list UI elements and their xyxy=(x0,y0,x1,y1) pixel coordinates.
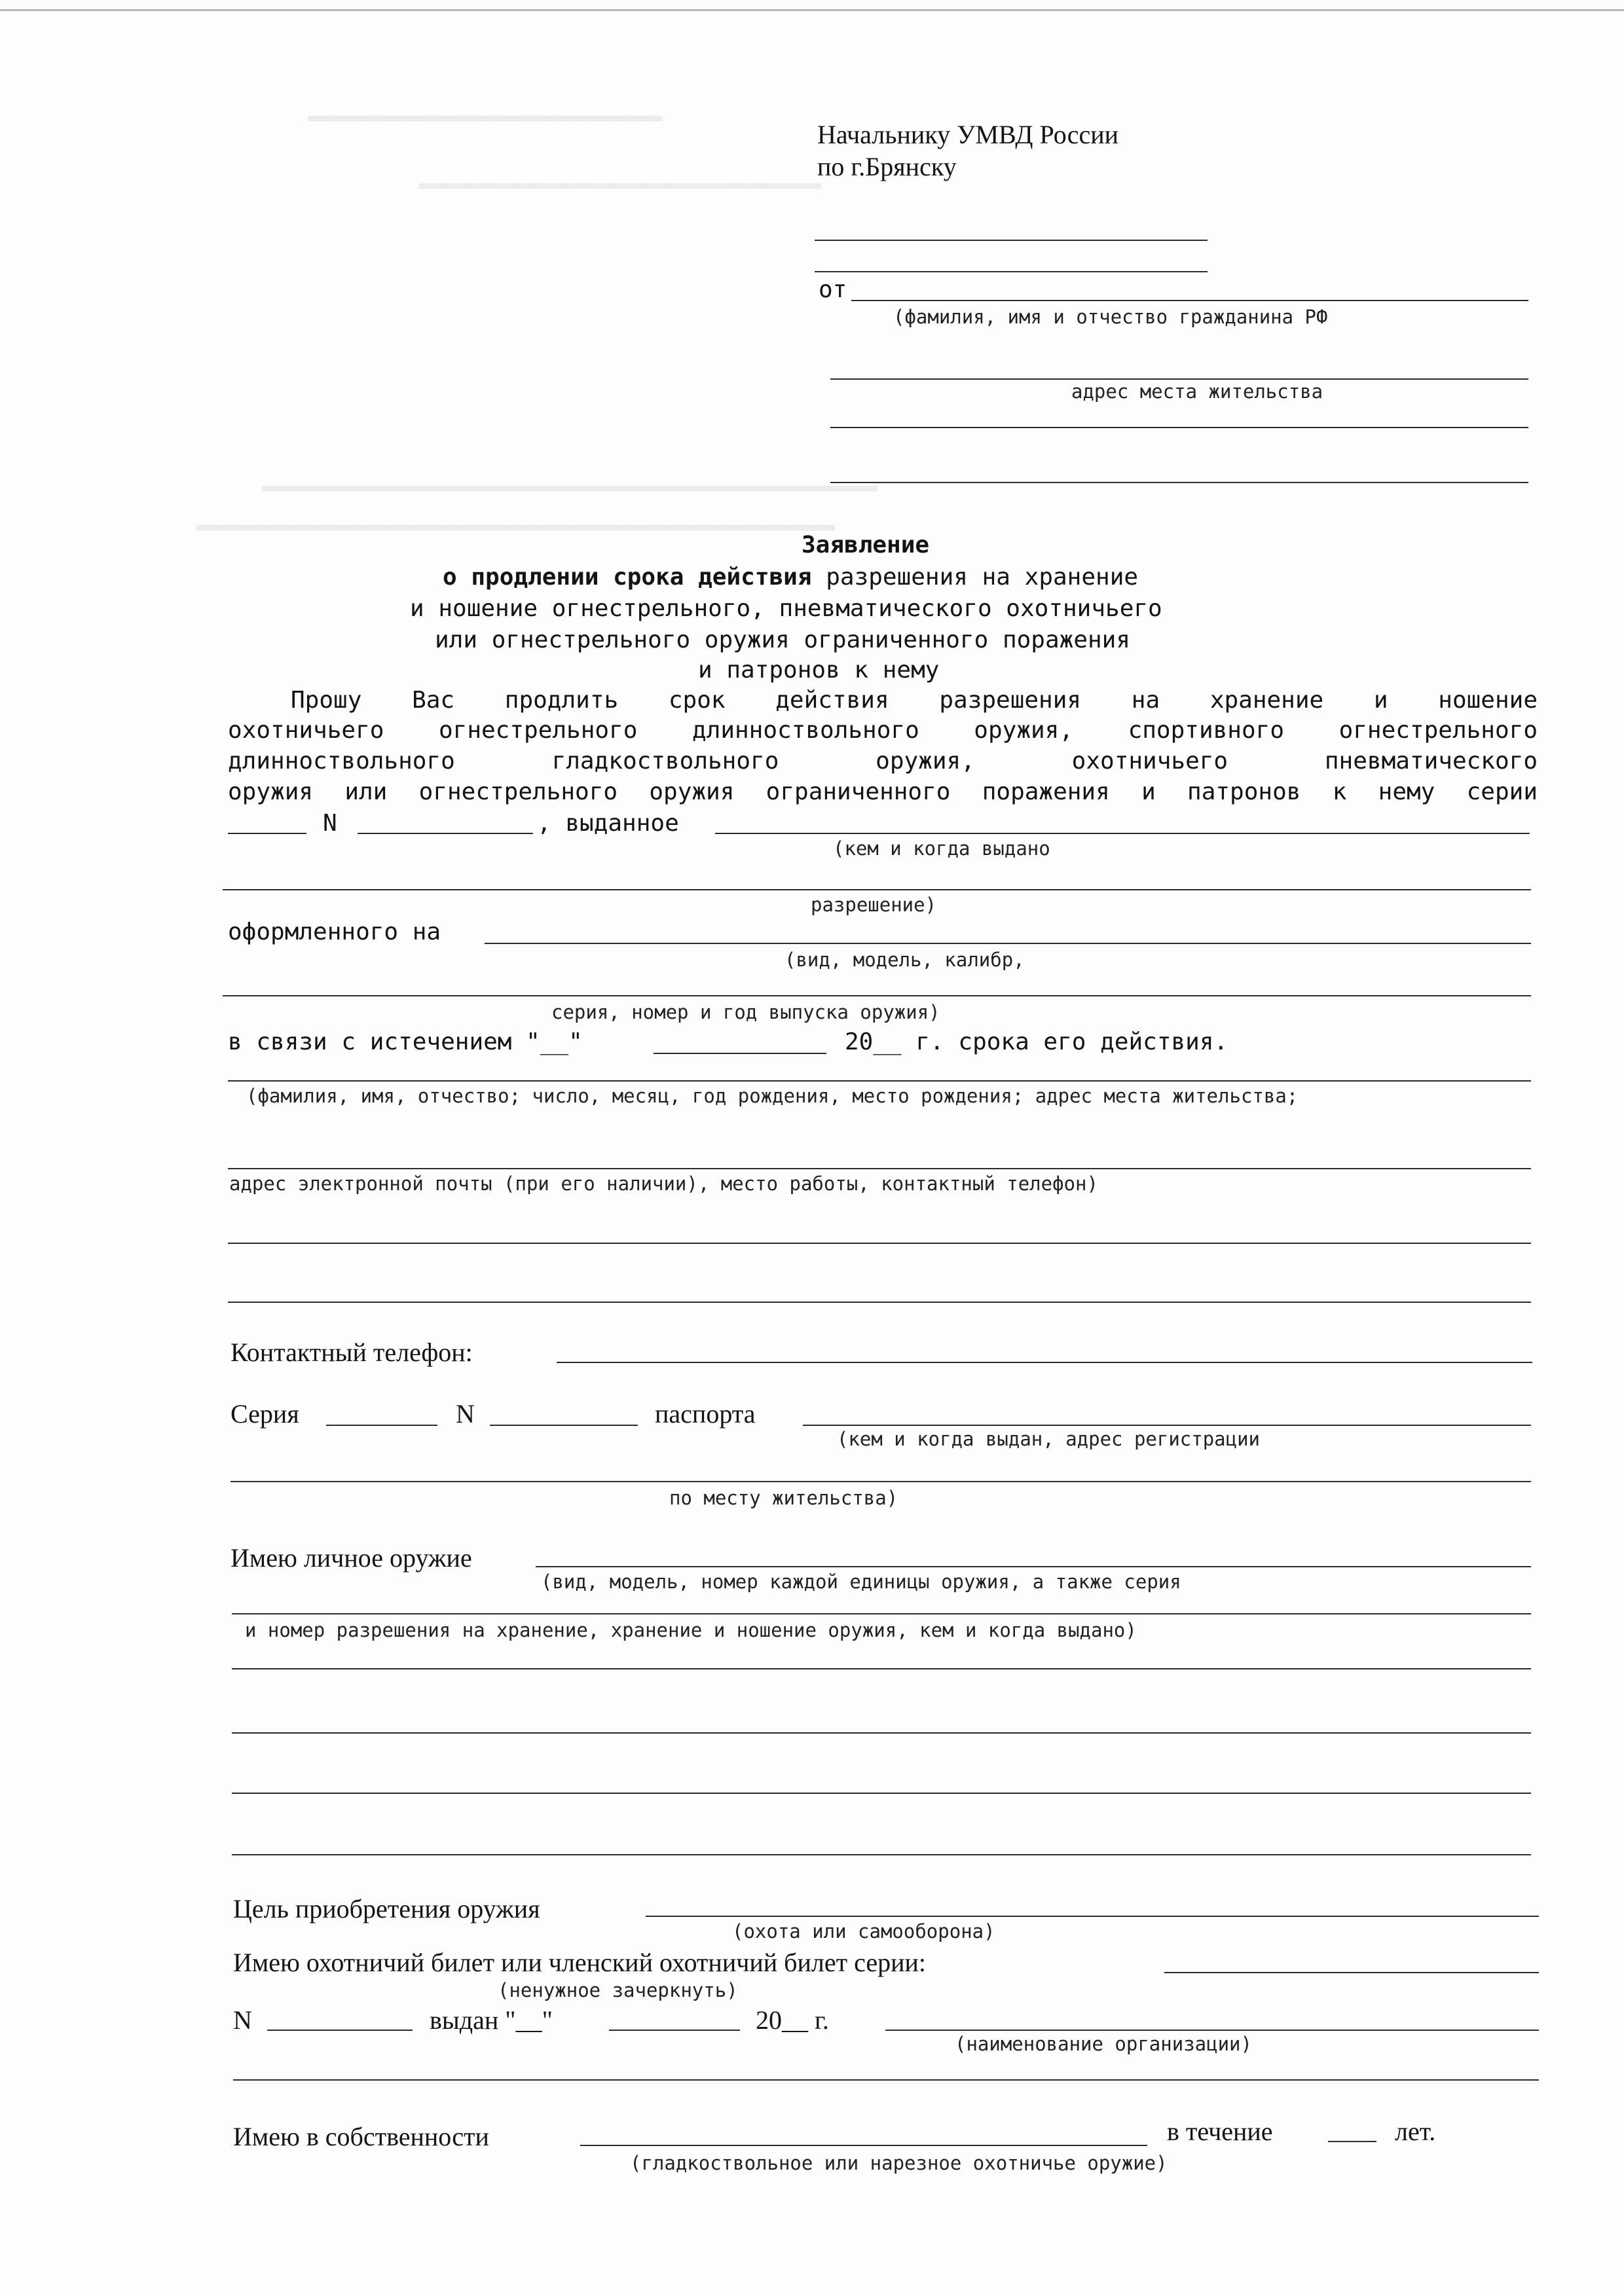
from-caption: (фамилия, имя и отчество гражданина РФ xyxy=(893,306,1328,328)
registered-label: оформленного на xyxy=(228,919,441,945)
weapon-caption-2: серия, номер и год выпуска оружия) xyxy=(551,1001,940,1023)
passport-number-field[interactable] xyxy=(490,1425,638,1426)
years-label: лет. xyxy=(1395,2117,1436,2146)
passport-label: паспорта xyxy=(655,1399,756,1429)
title-line-1-bold: о продлении срока действия xyxy=(443,564,812,591)
permit-number-field[interactable] xyxy=(358,833,533,834)
own-weapon-caption-2: и номер разрешения на хранение, хранение и ношение оружия, кем и когда выдано) xyxy=(245,1619,1137,1641)
personal-data-line-2[interactable] xyxy=(228,1168,1531,1169)
registered-weapon-field[interactable] xyxy=(485,943,1531,944)
own-weapon-line-2[interactable] xyxy=(232,1613,1531,1614)
hunting-ticket-continuation-line[interactable] xyxy=(233,2079,1539,2081)
own-weapon-field[interactable] xyxy=(536,1566,1531,1567)
hunting-ticket-number-label: N xyxy=(233,2005,252,2035)
title-line-1-rest: разрешения на хранение xyxy=(826,564,1139,591)
purpose-field[interactable] xyxy=(646,1916,1539,1917)
hunting-ticket-year: 20__ г. xyxy=(756,2005,829,2035)
title-line-3: или огнестрельного оружия ограниченного поражения xyxy=(435,627,1131,653)
personal-caption-1: (фамилия, имя, отчество; число, месяц, год рождения, место рождения; адрес места жительства; xyxy=(246,1085,1299,1107)
own-weapon-line-4[interactable] xyxy=(232,1732,1531,1734)
years-field[interactable] xyxy=(1328,2141,1376,2142)
own-weapon-line-6[interactable] xyxy=(232,1854,1531,1855)
title-line-2: и ношение огнестрельного, пневматического охотничьего xyxy=(410,595,1162,622)
passport-caption-2: по месту жительства) xyxy=(669,1487,898,1509)
own-weapon-line-3[interactable] xyxy=(232,1668,1531,1669)
permit-caption: разрешение) xyxy=(811,894,937,916)
hunting-ticket-series-field[interactable] xyxy=(1164,1972,1539,1973)
document-title: Заявление xyxy=(802,532,930,558)
request-paragraph-line-3: длинноствольного гладкоствольного оружия, охотничьего пневматического xyxy=(228,748,1538,774)
hunting-ticket-issued-label: выдан "__" xyxy=(430,2005,553,2035)
org-caption: (наименование организации) xyxy=(955,2033,1252,2055)
scan-edge-line xyxy=(0,9,1624,11)
hunting-ticket-org-field[interactable] xyxy=(885,2030,1539,2031)
permit-issued-label: , выданное xyxy=(537,810,679,837)
phone-label: Контактный телефон: xyxy=(231,1338,473,1367)
passport-issued-field[interactable] xyxy=(803,1425,1531,1426)
expiry-month-field[interactable] xyxy=(654,1053,826,1054)
weapon-continuation-line[interactable] xyxy=(223,995,1531,996)
permit-issued-by-field[interactable] xyxy=(715,833,1530,834)
hunting-ticket-label: Имею охотничий билет или членский охотничий билет серии: xyxy=(233,1948,927,1977)
purpose-label: Цель приобретения оружия xyxy=(233,1894,540,1923)
personal-data-line-4[interactable] xyxy=(228,1302,1531,1303)
bleed-through: ▬▬▬▬▬▬▬▬▬▬▬▬▬▬▬▬▬▬▬▬▬▬▬▬▬▬▬▬▬▬▬▬▬▬▬▬▬▬▬▬▬▬▬▬▬▬▬▬▬▬▬▬▬▬ xyxy=(196,515,836,538)
recipient-blank-line-1[interactable] xyxy=(815,240,1208,241)
passport-caption-1: (кем и когда выдан, адрес регистрации xyxy=(837,1428,1261,1450)
passport-continuation-line[interactable] xyxy=(231,1481,1531,1482)
title-line-4: и патронов к нему xyxy=(698,657,940,683)
own-weapon-line-5[interactable] xyxy=(232,1793,1531,1794)
passport-series-field[interactable] xyxy=(326,1425,437,1426)
personal-data-line-1[interactable] xyxy=(228,1080,1531,1082)
own-weapon-caption-1: (вид, модель, номер каждой единицы оружия, а также серия xyxy=(541,1571,1181,1593)
from-label: от xyxy=(819,276,847,303)
recipient-line-2: по г.Брянску xyxy=(817,152,957,181)
phone-field[interactable] xyxy=(557,1362,1532,1363)
own-weapon-label: Имею личное оружие xyxy=(231,1543,472,1573)
request-paragraph-line-2: охотничьего огнестрельного длинноствольного оружия, спортивного огнестрельного xyxy=(228,717,1538,744)
hunting-ticket-number-field[interactable] xyxy=(267,2030,413,2031)
expiry-text-1: в связи с истечением "__" xyxy=(228,1029,583,1055)
request-paragraph-line-4: оружия или огнестрельного оружия ограниченного поражения и патронов к нему серии xyxy=(228,778,1538,805)
hunting-ticket-caption: (ненужное зачеркнуть) xyxy=(498,1979,738,2001)
passport-number-label: N xyxy=(456,1399,475,1429)
expiry-text-2: 20__ г. срока его действия. xyxy=(845,1029,1228,1055)
issued-caption: (кем и когда выдано xyxy=(833,837,1050,860)
address-line-1[interactable] xyxy=(830,378,1528,380)
recipient-line-1: Начальнику УМВД России xyxy=(817,120,1119,149)
personal-caption-2: адрес электронной почты (при его наличии), место работы, контактный телефон) xyxy=(229,1173,1098,1195)
property-label: Имею в собственности xyxy=(233,2122,489,2151)
bleed-through: ▬▬▬▬▬▬▬▬▬▬▬▬▬▬▬▬▬▬▬▬▬▬▬▬▬▬▬▬▬▬▬▬▬▬▬▬▬▬▬▬▬▬▬▬▬▬▬▬▬▬▬▬ xyxy=(262,476,877,499)
address-line-3[interactable] xyxy=(830,482,1528,483)
bleed-through: ▬▬▬▬▬▬▬▬▬▬▬▬▬▬▬▬▬▬▬▬▬▬▬▬▬▬▬▬▬▬ xyxy=(308,106,663,129)
hunting-ticket-month-field[interactable] xyxy=(609,2030,740,2031)
permit-number-label: N xyxy=(323,810,337,837)
weapon-caption-1: (вид, модель, калибр, xyxy=(784,949,1025,971)
permit-series-field[interactable] xyxy=(228,833,306,834)
passport-series-label: Серия xyxy=(231,1399,299,1429)
title-line-1 xyxy=(443,566,1138,589)
during-label: в течение xyxy=(1167,2117,1273,2146)
request-paragraph-line-1: Прошу Вас продлить срок действия разрешения на хранение и ношение xyxy=(291,687,1538,714)
personal-data-line-3[interactable] xyxy=(228,1243,1531,1244)
address-line-2[interactable] xyxy=(830,427,1528,428)
purpose-caption: (охота или самооборона) xyxy=(732,1920,995,1942)
property-caption: (гладкоствольное или нарезное охотничье оружие) xyxy=(630,2152,1168,2174)
bleed-through: ▬▬▬▬▬▬▬▬▬▬▬▬▬▬▬▬▬▬▬▬▬▬▬▬▬▬▬▬▬▬▬▬▬▬ xyxy=(419,173,822,196)
property-field[interactable] xyxy=(580,2145,1147,2146)
from-name-line[interactable] xyxy=(851,300,1528,301)
recipient-blank-line-2[interactable] xyxy=(815,271,1208,272)
address-caption: адрес места жительства xyxy=(1071,380,1323,403)
issued-continuation-line[interactable] xyxy=(223,889,1531,890)
